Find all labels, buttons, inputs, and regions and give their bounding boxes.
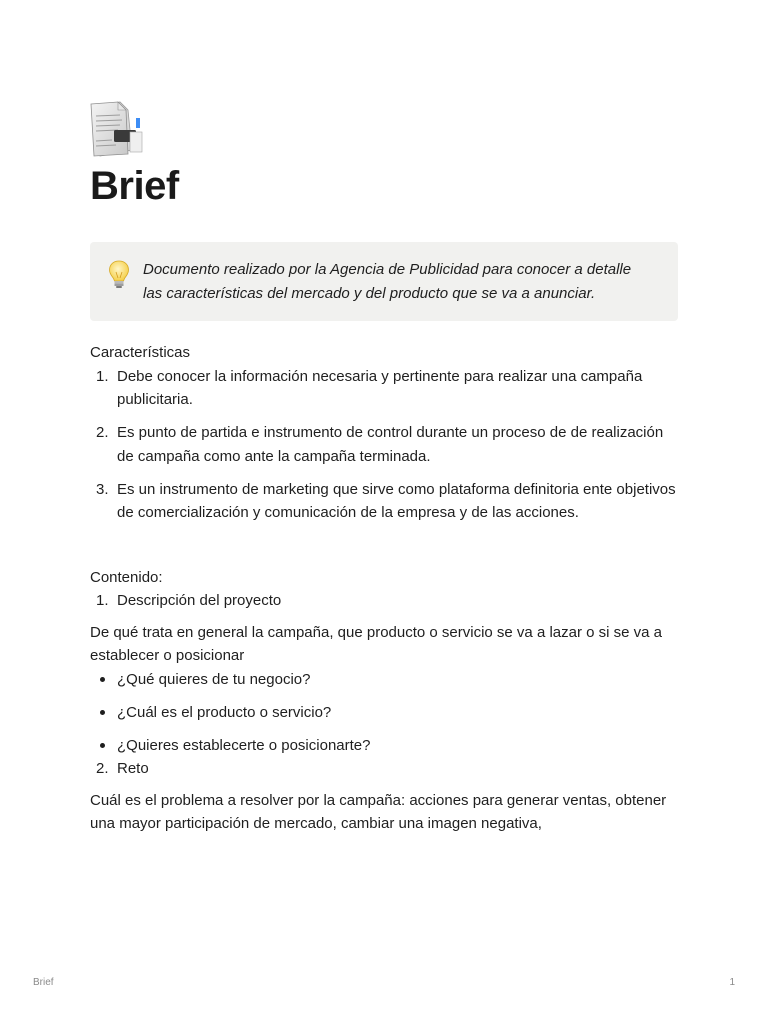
list-item-text: ¿Qué quieres de tu negocio? bbox=[117, 670, 311, 688]
list-number: 2. bbox=[96, 760, 109, 777]
callout-text: Documento realizado por la Agencia de Publicidad para conocer a detalle las características del mercado y del producto que se va a anunciar. bbox=[143, 261, 632, 302]
list-item-text: ¿Quieres establecerte o posicionarte? bbox=[117, 736, 371, 754]
list-number: 3. bbox=[96, 480, 109, 498]
bullet-icon bbox=[100, 710, 105, 715]
list-item bbox=[90, 365, 678, 412]
page-number: 1 bbox=[729, 977, 735, 988]
list-item-text: Reto bbox=[117, 760, 149, 777]
contenido-heading: Contenido: bbox=[90, 568, 163, 586]
list-item-text: Es un instrumento de marketing que sirve como plataforma definitoria ente objetivos de comercialización y comunicación de la empresa y de las acciones. bbox=[117, 480, 676, 521]
list-item bbox=[90, 589, 678, 613]
page-content bbox=[90, 100, 678, 836]
callout bbox=[90, 242, 678, 321]
list-item bbox=[90, 701, 678, 725]
list-item-text: Debe conocer la información necesaria y pertinente para realizar una campaña publicitaria. bbox=[117, 367, 643, 408]
caracteristicas-list bbox=[90, 365, 678, 525]
list-number: 1. bbox=[96, 592, 109, 609]
list-item bbox=[90, 757, 678, 781]
list-number: 2. bbox=[96, 424, 109, 441]
list-item bbox=[90, 478, 678, 525]
reto-paragraph: Cuál es el problema a resolver por la campaña: acciones para generar ventas, obtener una mayor participación de mercado, cambiar una imagen negativa, bbox=[90, 791, 667, 832]
list-item-text: Es punto de partida e instrumento de control durante un proceso de de realización de campaña como ante la campaña terminada. bbox=[117, 424, 664, 465]
lightbulb-icon bbox=[108, 260, 130, 290]
contenido-list-2 bbox=[90, 757, 678, 781]
list-item-text: ¿Cuál es el producto o servicio? bbox=[117, 703, 332, 721]
list-item bbox=[90, 668, 678, 692]
page-title: Brief bbox=[90, 164, 179, 208]
footer-title: Brief bbox=[33, 977, 54, 988]
list-item bbox=[90, 421, 678, 468]
list-item-text: Descripción del proyecto bbox=[117, 592, 282, 609]
list-number: 1. bbox=[96, 367, 109, 385]
list-item bbox=[90, 734, 678, 758]
bullet-icon bbox=[100, 743, 105, 748]
document-icon bbox=[90, 100, 146, 158]
questions-list bbox=[90, 668, 678, 758]
contenido-list-1 bbox=[90, 589, 678, 613]
caracteristicas-heading: Características bbox=[90, 344, 191, 361]
bullet-icon bbox=[100, 677, 105, 682]
descripcion-paragraph: De qué trata en general la campaña, que producto o servicio se va a lazar o si se va a establecer o posicionar bbox=[90, 623, 662, 664]
